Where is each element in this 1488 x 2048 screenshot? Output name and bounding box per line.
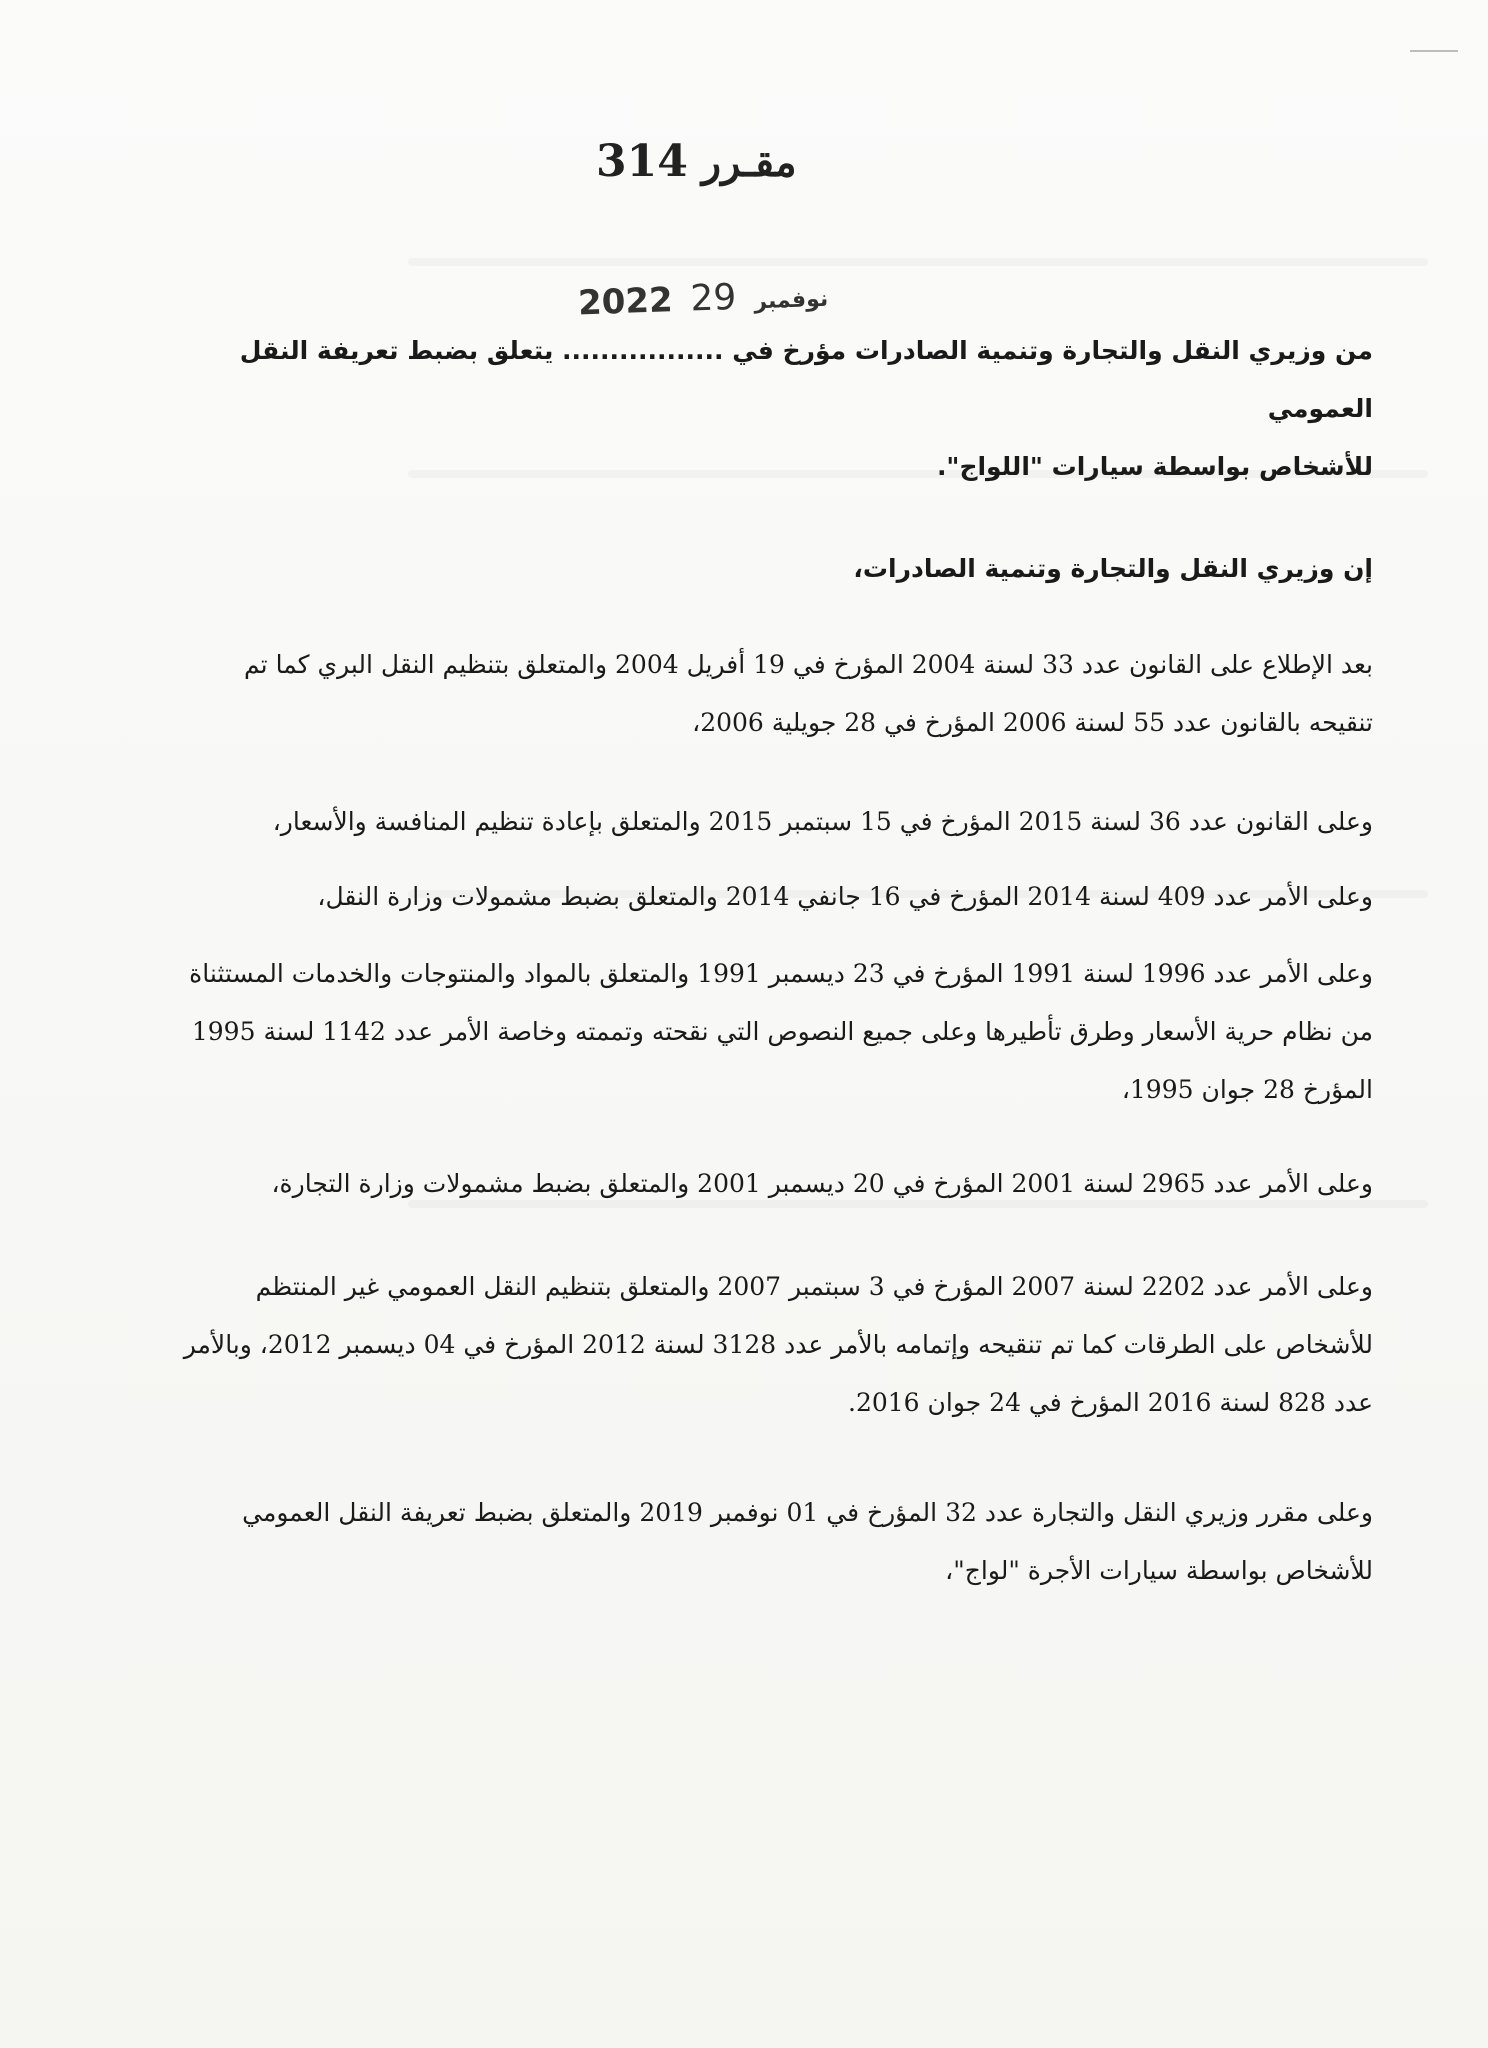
visa-paragraph <box>173 868 1373 926</box>
visa-paragraph <box>173 1155 1373 1213</box>
visa-paragraph <box>173 1258 1373 1432</box>
stamp-day: 29 <box>689 276 737 320</box>
paragraph: وعلى الأمر عدد 409 لسنة 2014 المؤرخ في 16 جانفي 2014 والمتعلق بضبط مشمولات وزارة النقل، <box>317 882 1373 911</box>
visa-paragraph <box>173 1484 1373 1600</box>
page-edge-mark <box>1410 50 1458 52</box>
subject-block <box>173 322 1373 496</box>
stamp-year: 2022 <box>577 280 674 324</box>
decision-title <box>590 136 797 187</box>
visa-paragraph <box>173 945 1373 1119</box>
issuer-block <box>173 540 1373 598</box>
issuer-line: إن وزيري النقل والتجارة وتنمية الصادرات، <box>853 554 1373 583</box>
date-stamp <box>577 274 834 324</box>
paragraph: وعلى الأمر عدد 2965 لسنة 2001 المؤرخ في 20 ديسمبر 2001 والمتعلق بضبط مشمولات وزارة التجارة، <box>271 1169 1373 1198</box>
visa-paragraph <box>173 793 1373 851</box>
decision-word: مقـرر <box>701 139 797 186</box>
stamp-month: نوفمبر <box>753 286 829 315</box>
decision-number: 314 <box>596 136 688 187</box>
bleed-through <box>408 258 1428 266</box>
visa-paragraph <box>173 636 1373 752</box>
paragraph: وعلى القانون عدد 36 لسنة 2015 المؤرخ في 15 سبتمبر 2015 والمتعلق بإعادة تنظيم المنافسة والأسعار، <box>272 807 1373 836</box>
subject-line-1: من وزيري النقل والتجارة وتنمية الصادرات مؤرخ في ................. يتعلق بضبط تعريفة النقل العمومي <box>239 336 1373 423</box>
paragraph: وعلى الأمر عدد 2202 لسنة 2007 المؤرخ في 3 سبتمبر 2007 والمتعلق بتنظيم النقل العمومي غير المنتظم للأشخاص على الطرقات كما تم تنقيحه وإتمامه بالأمر عدد 3128 لسنة 2012 المؤرخ في 04 ديسمبر 2012، وبالأمر عدد 828 لسنة 2016 المؤرخ في 24 جوان 2016. <box>183 1272 1373 1417</box>
paragraph: وعلى الأمر عدد 1996 لسنة 1991 المؤرخ في 23 ديسمبر 1991 والمتعلق بالمواد والمنتوجات والخدمات المستثناة من نظام حرية الأسعار وطرق تأطيرها وعلى جميع النصوص التي نقحته وتممته وخاصة الأمر عدد 1142 لسنة 1995 المؤرخ 28 جوان 1995، <box>189 959 1373 1104</box>
paragraph: بعد الإطلاع على القانون عدد 33 لسنة 2004 المؤرخ في 19 أفريل 2004 والمتعلق بتنظيم النقل البري كما تم تنقيحه بالقانون عدد 55 لسنة 2006 المؤرخ في 28 جويلية 2006، <box>244 650 1373 737</box>
subject-line-2: للأشخاص بواسطة سيارات "اللواج". <box>936 452 1373 481</box>
paragraph: وعلى مقرر وزيري النقل والتجارة عدد 32 المؤرخ في 01 نوفمبر 2019 والمتعلق بضبط تعريفة النقل العمومي للأشخاص بواسطة سيارات الأجرة "لواج"، <box>242 1498 1373 1585</box>
